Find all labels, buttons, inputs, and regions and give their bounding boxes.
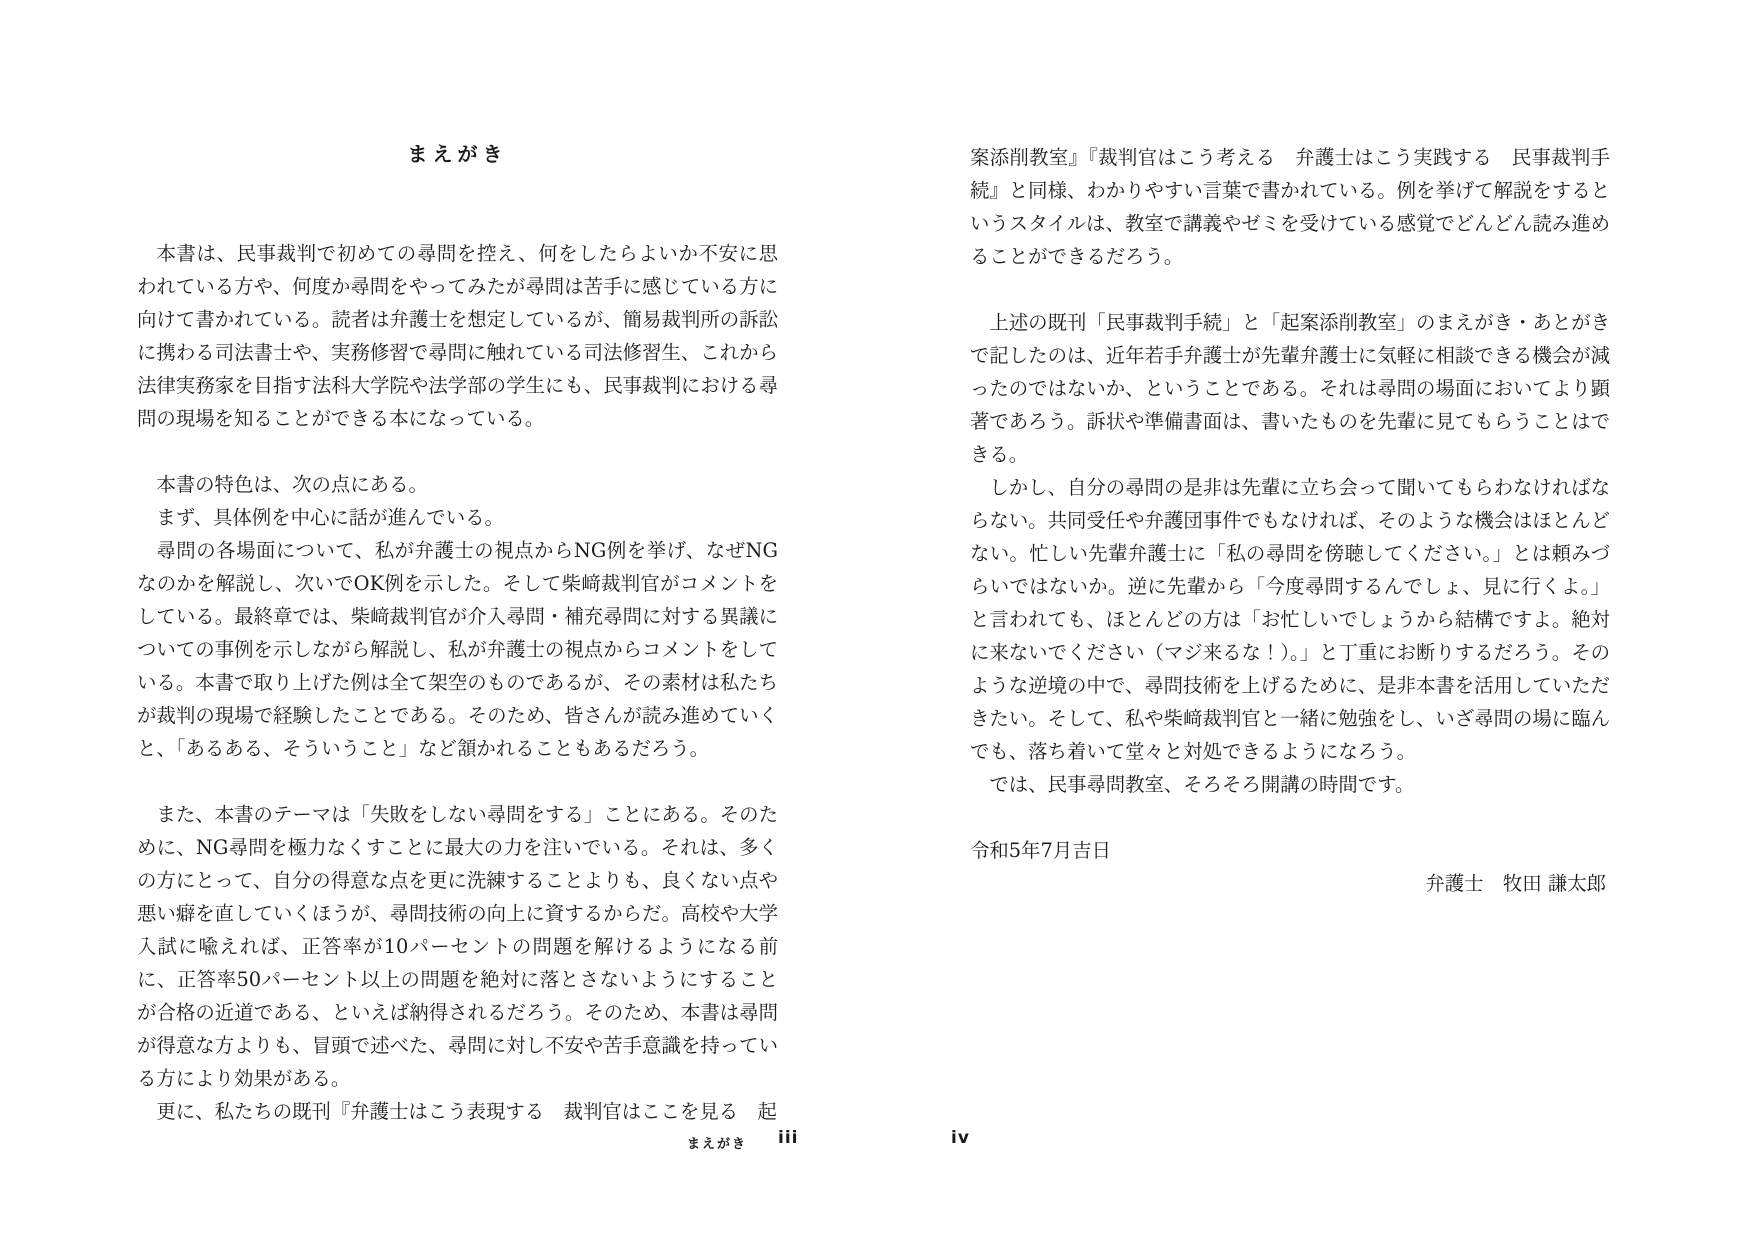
paragraph: しかし、自分の尋問の是非は先輩に立ち会って聞いてもらわなければならない。共同受任や弁護団事件でもなければ、そのような機会はほとんどない。忙しい先輩弁護士に「私の尋問を傍聴してください。」とは頼みづらいではないか。逆に先輩から「今度尋問するんでしょ、見に行くよ。」と言われても、ほとんどの方は「お忙しいでしょうから結構ですよ。絶対に来ないでください（マジ来るな！）。」と丁重にお断りするだろう。そのような逆境の中で、尋問技術を上げるために、是非本書を活用していただきたい。そして、私や柴﨑裁判官と一緒に勉強をし、いざ尋問の場に臨んでも、落ち着いて堂々と対処できるようになろう。: [970, 476, 1610, 763]
paragraph: また、本書のテーマは「失敗をしない尋問をする」ことにある。そのために、NG尋問を極力なくすことに最大の力を注いでいる。それは、多くの方にとって、自分の得意な点を更に洗練することよりも、良くない点や悪い癖を直していくほうが、尋問技術の向上に資するからだ。高校や大学入試に喩えれば、正答率が10パーセントの問題を解けるようになる前に、正答率50パーセント以上の問題を絶対に落とさないようにすることが合格の近道である、といえば納得されるだろう。そのため、本書は尋問が得意な方よりも、冒頭で述べた、尋問に対し不安や苦手意識を持っている方により効果がある。: [137, 803, 778, 1090]
paragraph: 案添削教室』『裁判官はこう考える 弁護士はこう実践する 民事裁判手続』と同様、わかりやすい言葉で書かれている。例を挙げて解説をするというスタイルは、教室で講義やゼミを受けている感覚でどんどん読み進めることができるだろう。: [970, 146, 1610, 268]
paragraph: 弁護士 牧田 謙太郎: [1425, 872, 1606, 895]
page-title: まえがき: [407, 142, 508, 166]
page-number-left: iii: [778, 1128, 799, 1148]
paragraph: では、民事尋問教室、そろそろ開講の時間です。: [989, 773, 1415, 796]
paragraph: 尋問の各場面について、私が弁護士の視点からNG例を挙げ、なぜNGなのかを解説し、次いでOK例を示した。そして柴﨑裁判官がコメントをしている。最終章では、柴﨑裁判官が介入尋問・補充尋問に対する異議についての事例を示しながら解説し、私が弁護士の視点からコメントをしている。本書で取り上げた例は全て架空のものであるが、その素材は私たちが裁判の現場で経験したことである。そのため、皆さんが読み進めていくと、「あるある、そういうこと」など頷かれることもあるだろう。: [137, 539, 778, 760]
page-number-right: iv: [951, 1128, 970, 1148]
paragraph: 更に、私たちの既刊『弁護士はこう表現する 裁判官はここを見る 起: [156, 1100, 777, 1123]
left-page-body: [137, 237, 778, 1128]
paragraph: 令和5年7月吉日: [970, 839, 1112, 862]
right-page-body: [970, 141, 1610, 900]
paragraph: まず、具体例を中心に話が進んでいる。: [156, 506, 504, 529]
footer-section-label: まえがき: [687, 1137, 748, 1152]
paragraph: 本書は、民事裁判で初めての尋問を控え、何をしたらよいか不安に思われている方や、何度か尋問をやってみたが尋問は苦手に感じている方に向けて書かれている。読者は弁護士を想定しているが、簡易裁判所の訴訟に携わる司法書士や、実務修習で尋問に触れている司法修習生、これから法律実務家を目指す法科大学院や法学部の学生にも、民事裁判における尋問の現場を知ることができる本になっている。: [137, 242, 778, 430]
paragraph: 本書の特色は、次の点にある。: [156, 473, 428, 496]
paragraph: 上述の既刊「民事裁判手続」と「起案添削教室」のまえがき・あとがきで記したのは、近年若手弁護士が先輩弁護士に気軽に相談できる機会が減ったのではないか、ということである。それは尋問の場面においてより顕著であろう。訴状や準備書面は、書いたものを先輩に見てもらうことはできる。: [970, 311, 1610, 466]
